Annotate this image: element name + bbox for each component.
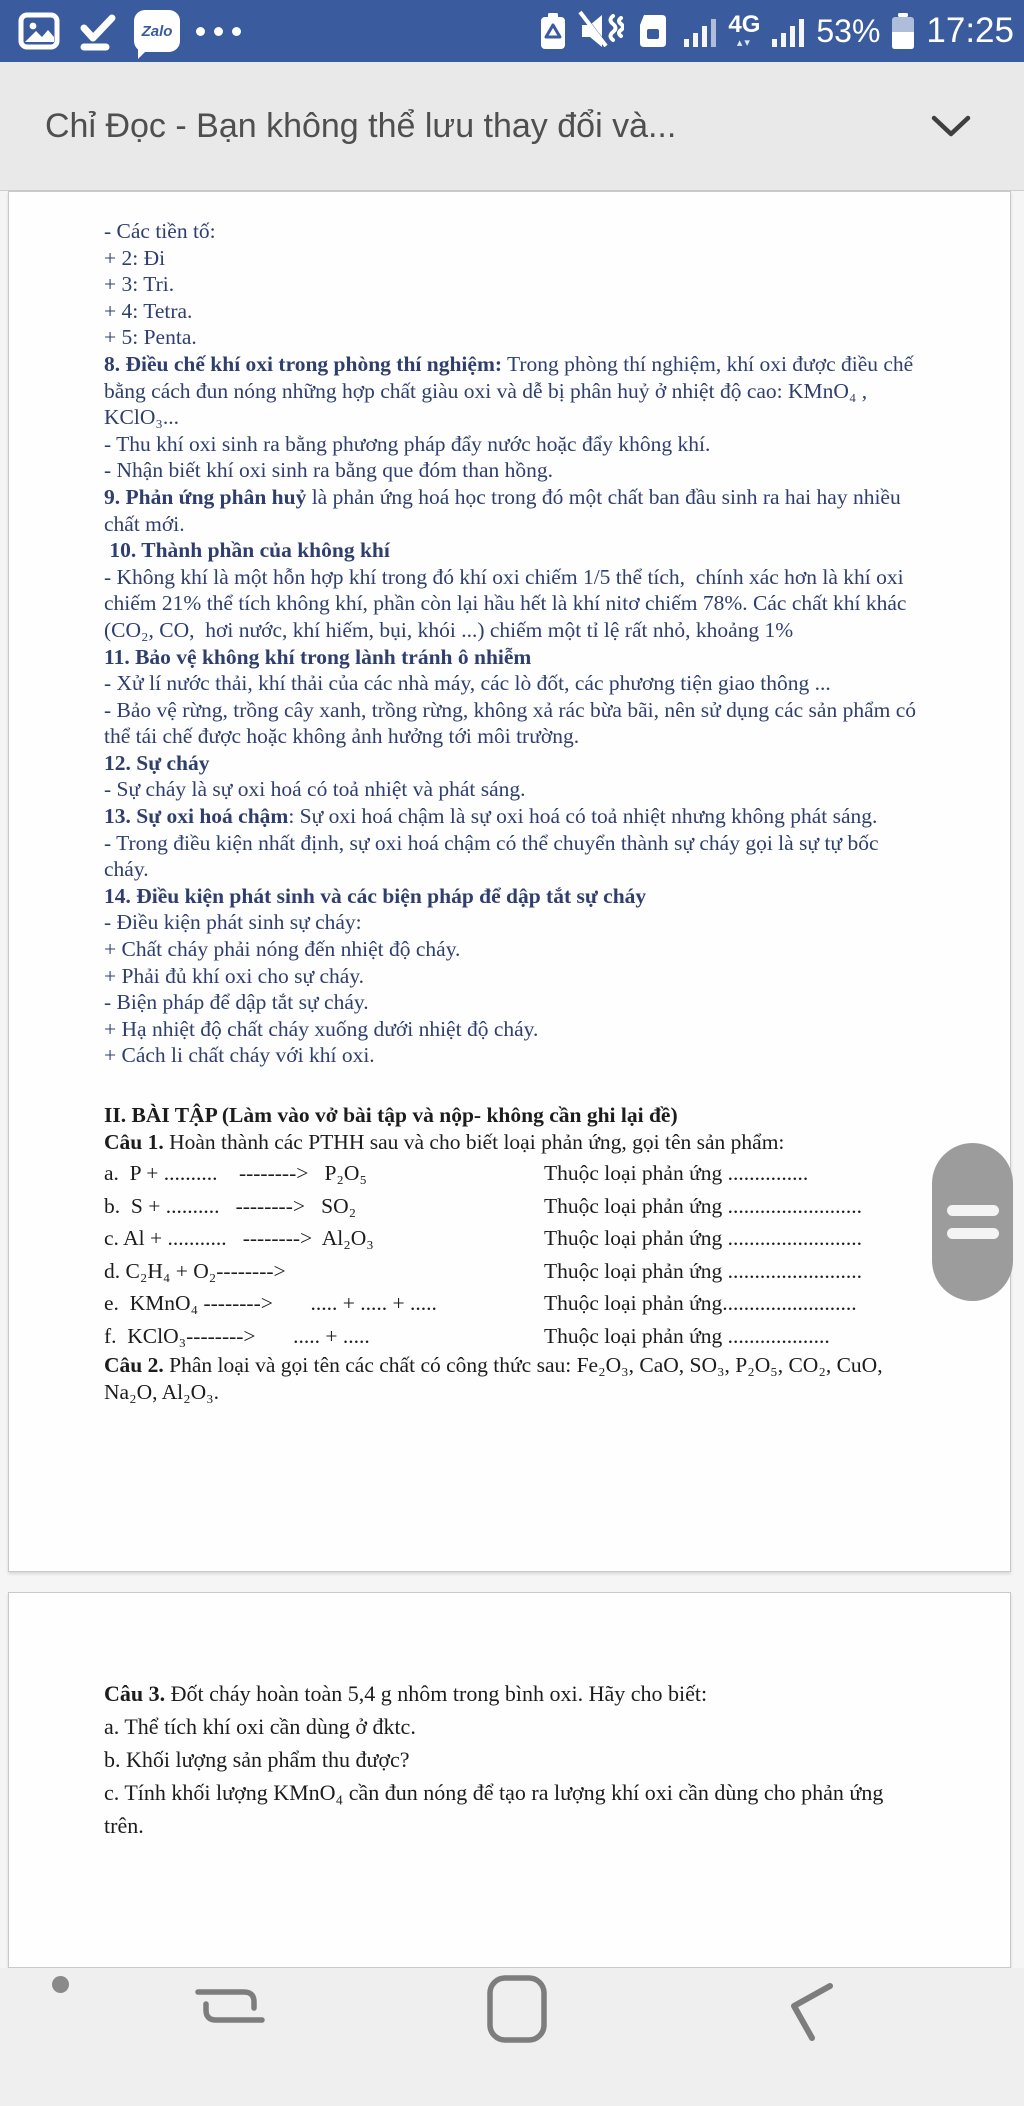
zalo-icon: Zalo: [134, 10, 180, 52]
equation-left: f. KClO₃--------> ..... + .....: [104, 1323, 370, 1348]
clock-label: 17:25: [926, 11, 1014, 50]
power-saving-icon: [538, 11, 568, 51]
sim-card-icon: [634, 11, 672, 51]
doc-paragraph: [104, 1102, 922, 1129]
exercise-tail: [104, 1352, 922, 1405]
page1-content: [9, 192, 1010, 1405]
overflow-dots-icon: [196, 27, 241, 36]
doc-paragraph: [104, 936, 922, 963]
back-button[interactable]: [780, 1968, 842, 2050]
doc-paragraph: [104, 431, 922, 458]
doc-paragraph: [104, 1042, 922, 1069]
doc-paragraph: [104, 218, 922, 245]
paragraph-text: - Sự cháy là sự oxi hoá có toả nhiệt và phát sáng.: [104, 777, 526, 802]
android-navigation-bar: [0, 1968, 1024, 2106]
doc-paragraph: [104, 644, 922, 671]
4g-badge: 4G ▴▾: [728, 11, 761, 49]
scrollbar-handle[interactable]: [932, 1143, 1013, 1301]
paragraph-text: + 5: Penta.: [104, 325, 197, 350]
download-check-icon: [76, 10, 118, 52]
doc-paragraph: [104, 776, 922, 803]
paragraph-bold-lead: 12. Sự cháy: [104, 750, 210, 775]
recents-button[interactable]: [190, 1968, 270, 2044]
battery-icon: [890, 11, 916, 51]
paragraph-bold-lead: Câu 1.: [104, 1129, 164, 1154]
gallery-icon: [18, 11, 60, 51]
home-button[interactable]: [482, 1968, 552, 2050]
paragraph-text: - Biện pháp để dập tắt sự cháy.: [104, 990, 369, 1015]
paragraph-text: c. Tính khối lượng KMnO₄ cần đun nóng để tạo ra lượng khí oxi cần dùng cho phản ứng trên.: [104, 1780, 889, 1838]
reaction-type-blank: Thuộc loại phản ứng.........................: [544, 1291, 857, 1316]
paragraph-text: - Nhận biết khí oxi sinh ra bằng que đóm than hồng.: [104, 458, 554, 483]
reaction-type-blank: Thuộc loại phản ứng .........................: [544, 1193, 862, 1218]
doc-paragraph: [104, 750, 922, 777]
chevron-down-icon[interactable]: [928, 113, 974, 139]
reaction-type-blank: Thuộc loại phản ứng .........................: [544, 1258, 862, 1283]
signal-bars-icon: [682, 13, 718, 49]
battery-percent-label: 53%: [816, 12, 881, 49]
doc-paragraph: [104, 1129, 922, 1156]
equation-row: [104, 1157, 922, 1190]
doc-paragraph: [104, 1016, 922, 1043]
paragraph-text: - Điều kiện phát sinh sự cháy:: [104, 910, 362, 935]
paragraph-text: + Chất cháy phải nóng đến nhiệt độ cháy.: [104, 937, 461, 962]
equation-left: d. C₂H₄ + O₂-------->: [104, 1258, 286, 1283]
doc-paragraph: [104, 697, 922, 750]
paragraph-text: + Phải đủ khí oxi cho sự cháy.: [104, 963, 365, 988]
equation-left: b. S + .......... --------> SO₂: [104, 1193, 357, 1218]
reaction-type-blank: Thuộc loại phản ứng ...................: [544, 1323, 830, 1348]
doc-paragraph: [104, 830, 922, 883]
equation-row: [104, 1320, 922, 1353]
paragraph-text: + 3: Tri.: [104, 272, 175, 297]
equation-row: [104, 1255, 922, 1288]
equation-row: [104, 1222, 922, 1255]
doc-paragraph: [104, 989, 922, 1016]
paragraph-text: - Xử lí nước thải, khí thải của các nhà máy, các lò đốt, các phương tiện giao thông ...: [104, 671, 831, 696]
paragraph-text: + 4: Tetra.: [104, 298, 193, 323]
paragraph-text: Trong phòng thí nghiệm, khí oxi được điều chế bằng cách đun nóng những hợp chất giàu oxi và dễ bị phân huỷ ở nhiệt độ cao: KMnO₄ , KClO₃...: [104, 351, 919, 430]
doc-paragraph: [104, 963, 922, 990]
cau3-section: [104, 1677, 922, 1842]
paragraph-text: Hoàn thành các PTHH sau và cho biết loại phản ứng, gọi tên sản phẩm:: [163, 1129, 785, 1154]
doc-paragraph: [104, 245, 922, 272]
paragraph-text: - Các tiền tố:: [104, 219, 216, 243]
paragraph-text: - Không khí là một hỗn hợp khí trong đó khí oxi chiếm 1/5 thể tích, chính xác hơn là khí oxi chiếm 21% thể tích không khí, phần còn lại hầu hết là khí nitơ chiếm 78%. Các chất khí khác (CO₂, CO, hơi nước, khí hiếm, bụi, khói ...) chiếm một tỉ lệ rất nhỏ, khoảng 1%: [104, 564, 912, 642]
reaction-type-blank: Thuộc loại phản ứng .........................: [544, 1226, 862, 1251]
paragraph-text: - Bảo vệ rừng, trồng cây xanh, trồng rừng, không xả rác bừa bãi, nên sử dụng các sản phẩm có thể tái chế được hoặc không ảnh hưởng tới môi trường.: [104, 697, 922, 749]
paragraph-text: - Thu khí oxi sinh ra bằng phương pháp đẩy nước hoặc đẩy không khí.: [104, 431, 711, 456]
doc-paragraph: [104, 271, 922, 298]
doc-paragraph: [104, 324, 922, 351]
doc-paragraph: [104, 1743, 922, 1776]
doc-paragraph: [104, 457, 922, 484]
doc-paragraph: [104, 298, 922, 325]
equation-left: c. Al + ........... --------> Al₂O₃: [104, 1226, 374, 1251]
doc-paragraph: [104, 883, 922, 910]
doc-paragraph: [104, 803, 922, 830]
doc-paragraph: [104, 564, 922, 644]
paragraph-text: - Trong điều kiện nhất định, sự oxi hoá chậm có thể chuyển thành sự cháy gọi là sự tự bốc cháy.: [104, 830, 884, 882]
doc-paragraph: [104, 670, 922, 697]
mute-vibrate-icon: [578, 10, 624, 52]
paragraph-text: : Sự oxi hoá chậm là sự oxi hoá có toả nhiệt nhưng không phát sáng.: [288, 804, 878, 829]
page2-content: [9, 1593, 1010, 1842]
paragraph-text: b. Khối lượng sản phẩm thu được?: [104, 1747, 410, 1772]
paragraph-text: + Cách li chất cháy với khí oxi.: [104, 1043, 375, 1068]
paragraph-bold-lead: 13. Sự oxi hoá chậm: [104, 804, 289, 829]
paragraph-bold-lead: 8. Điều chế khí oxi trong phòng thí nghiệm:: [104, 351, 503, 376]
paragraph-text: + Hạ nhiệt độ chất cháy xuống dưới nhiệt độ cháy.: [104, 1016, 539, 1041]
paragraph-bold-lead: 14. Điều kiện phát sinh và các biện pháp để dập tắt sự cháy: [104, 883, 647, 908]
equation-left: a. P + .......... --------> P₂O₅: [104, 1161, 367, 1186]
read-only-title: Chỉ Đọc - Bạn không thể lưu thay đổi và...: [45, 106, 677, 145]
paragraph-text: a. Thể tích khí oxi cần dùng ở đktc.: [104, 1714, 416, 1739]
paragraph-bold-lead: 11. Bảo vệ không khí trong lành tránh ô nhiễm: [104, 644, 532, 669]
exercise-equations: [104, 1157, 922, 1352]
status-bar: [0, 0, 1024, 62]
notes-section: [104, 218, 922, 1155]
doc-paragraph: [104, 1677, 922, 1710]
blank-line: [104, 1069, 922, 1102]
doc-paragraph: [104, 909, 922, 936]
paragraph-bold-lead: 10. Thành phần của không khí: [104, 538, 390, 563]
document-page-2: [8, 1592, 1011, 1968]
reaction-type-blank: Thuộc loại phản ứng ...............: [544, 1161, 809, 1186]
document-page-1: [8, 191, 1011, 1572]
equation-row: [104, 1287, 922, 1320]
doc-paragraph: [104, 537, 922, 564]
document-title-bar: [0, 62, 1024, 191]
document-scroll-area[interactable]: [0, 191, 1024, 1968]
paragraph-bold-lead: Câu 2.: [104, 1353, 164, 1378]
paragraph-text: Phân loại và gọi tên các chất có công thức sau: Fe₂O₃, CaO, SO₃, P₂O₅, CO₂, CuO, Na₂O, Al₂O₃.: [104, 1353, 888, 1404]
doc-paragraph: [104, 484, 922, 537]
paragraph-bold-lead: 9. Phản ứng phân huỷ: [104, 484, 307, 509]
paragraph-bold-lead: II. BÀI TẬP (Làm vào vở bài tập và nộp- không cần ghi lại đề): [104, 1103, 678, 1127]
doc-paragraph: [104, 351, 922, 431]
paragraph-bold-lead: Câu 3.: [104, 1681, 166, 1706]
paragraph-text: Đốt cháy hoàn toàn 5,4 g nhôm trong bình oxi. Hãy cho biết:: [165, 1681, 708, 1706]
signal-bars-icon-2: [770, 13, 806, 49]
doc-paragraph: [104, 1710, 922, 1743]
paragraph-text: là phản ứng hoá học trong đó một chất ban đầu sinh ra hai hay nhiều chất mới.: [104, 484, 907, 536]
doc-paragraph: [104, 1352, 922, 1405]
equation-row: [104, 1190, 922, 1223]
equation-left: e. KMnO₄ --------> ..... + ..... + .....: [104, 1291, 437, 1316]
doc-paragraph: [104, 1776, 922, 1842]
paragraph-text: + 2: Đi: [104, 245, 166, 270]
hide-navigation-dot-button[interactable]: [44, 1968, 76, 2000]
